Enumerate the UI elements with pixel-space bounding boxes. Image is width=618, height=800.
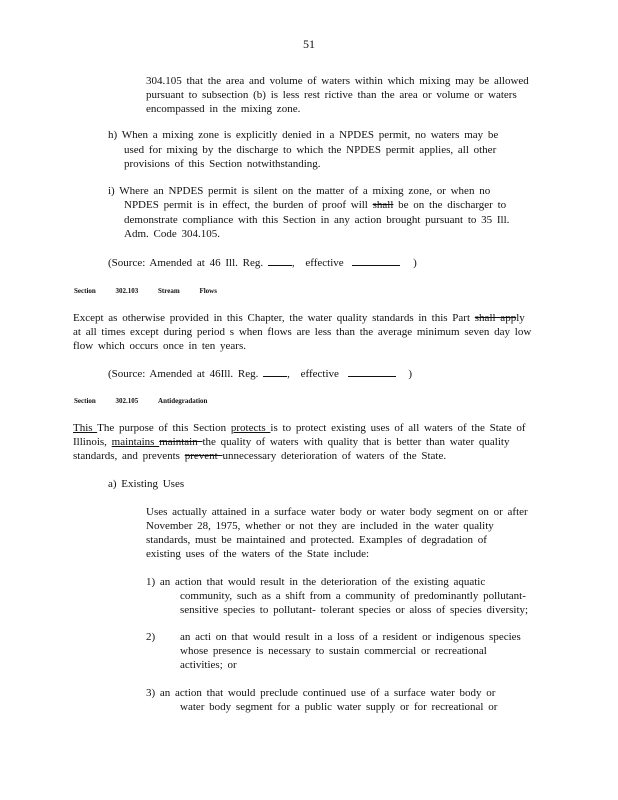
- blank-reg: [268, 255, 292, 266]
- paragraph-text: is to protect existing uses of all waters of the State of: [270, 422, 526, 434]
- paragraph-text: The purpose of this Section: [97, 422, 231, 434]
- blank-effective: [352, 255, 400, 266]
- continued-paragraph-line: encompassed in the mixing zone.: [146, 103, 301, 115]
- section-label: Section: [74, 287, 96, 295]
- paragraph-line: [73, 449, 446, 464]
- section-title: Flows: [199, 287, 217, 295]
- continued-paragraph-line: pursuant to subsection (b) is less rest rictive than the area or volume or waters: [146, 89, 517, 101]
- inserted-text: maintains: [111, 436, 160, 448]
- subsection-line: November 28, 1975, whether or not they are included in the water quality: [146, 520, 494, 532]
- continued-paragraph-line: 304.105 that the area and volume of waters within which mixing may be allowed: [146, 75, 529, 87]
- source-effective: effective: [300, 368, 339, 380]
- subsection-line: existing uses of the waters of the State include:: [146, 548, 370, 560]
- paragraph-text: Illinois,: [73, 436, 112, 448]
- inserted-text: protects: [230, 422, 271, 434]
- section-title: Antidegradation: [158, 397, 208, 405]
- source-note: [108, 366, 412, 382]
- list-item-line: whose presence is necessary to sustain commercial or recreational: [180, 645, 487, 657]
- list-item-line: water body segment for a public water supply or for recreational or: [180, 701, 498, 713]
- paragraph-line: [73, 421, 526, 436]
- section-number: 302.105: [115, 397, 139, 405]
- source-close: ): [408, 368, 413, 380]
- paragraph-text: standards, and prevents: [73, 450, 185, 462]
- section-number: 302.103: [115, 287, 139, 295]
- item-h-line: used for mixing by the discharge to which the NPDES permit applies, all other: [124, 144, 497, 156]
- source-note: [108, 255, 417, 271]
- item-h-line: h) When a mixing zone is explicitly denied in a NPDES permit, no waters may be: [108, 129, 499, 141]
- section-label: Section: [74, 397, 96, 405]
- struck-word: prevent: [184, 450, 223, 462]
- list-item-line: an acti on that would result in a loss of a resident or indigenous species: [180, 631, 521, 643]
- paragraph-line: flow which occurs once in ten years.: [73, 340, 246, 352]
- paragraph-text: unnecessary deterioration of waters of the State.: [222, 450, 447, 462]
- paragraph-text: ly: [516, 312, 525, 324]
- item-i-text: NPDES permit is in effect, the burden of proof will: [124, 199, 368, 211]
- paragraph-text: Except as otherwise provided in this Chapter, the water quality standards in this Part: [73, 312, 471, 324]
- paragraph-text: the quality of waters with quality that is better than water quality: [202, 436, 510, 448]
- struck-word: shall app: [474, 312, 517, 324]
- source-prefix: (Source: Amended at 46Ill. Reg.: [108, 368, 259, 380]
- inserted-text: This: [73, 422, 98, 434]
- blank-effective: [348, 366, 396, 377]
- list-item-line: 1) an action that would result in the deterioration of the existing aquatic: [146, 576, 486, 588]
- source-comma: ,: [291, 257, 295, 269]
- item-i-text: be on the discharger to: [393, 199, 507, 211]
- list-item-line: community, such as a shift from a community of predominantly pollutant-: [180, 590, 526, 602]
- list-item-marker: 2): [146, 631, 156, 643]
- paragraph-line: [73, 435, 509, 450]
- source-comma: ,: [287, 368, 290, 380]
- subsection-line: standards, must be maintained and protected. Examples of degradation of: [146, 534, 487, 546]
- subsection-line: Uses actually attained in a surface water body or water body segment on or after: [146, 506, 528, 518]
- list-item-line: sensitive species to pollutant- tolerant species or aloss of species diversity;: [180, 604, 529, 616]
- list-item-line: 3) an action that would preclude continued use of a surface water body or: [146, 687, 496, 699]
- item-i-line: demonstrate compliance with this Section in any action brought pursuant to 35 Ill.: [124, 214, 510, 226]
- source-close: ): [413, 257, 417, 269]
- item-i-line: [124, 198, 506, 213]
- struck-word: shall: [372, 199, 394, 211]
- paragraph-line: at all times except during period s when flows are less than the average minimum seven day low: [73, 326, 532, 338]
- source-effective: effective: [305, 257, 344, 269]
- section-heading: [74, 397, 207, 405]
- section-heading: [74, 287, 217, 295]
- item-i-line: i) Where an NPDES permit is silent on the matter of a mixing zone, or when no: [108, 185, 491, 197]
- paragraph-line: [73, 311, 525, 326]
- page-number: 51: [303, 37, 315, 51]
- struck-word: maintain: [159, 436, 203, 448]
- section-title: Stream: [158, 287, 180, 295]
- item-i-line: Adm. Code 304.105.: [124, 228, 220, 240]
- item-h-line: provisions of this Section notwithstanding.: [124, 158, 321, 170]
- subsection-heading: a) Existing Uses: [108, 478, 185, 490]
- list-item-line: activities; or: [180, 659, 237, 671]
- source-prefix: (Source: Amended at 46 Ill. Reg.: [108, 257, 264, 269]
- blank-reg: [263, 366, 287, 377]
